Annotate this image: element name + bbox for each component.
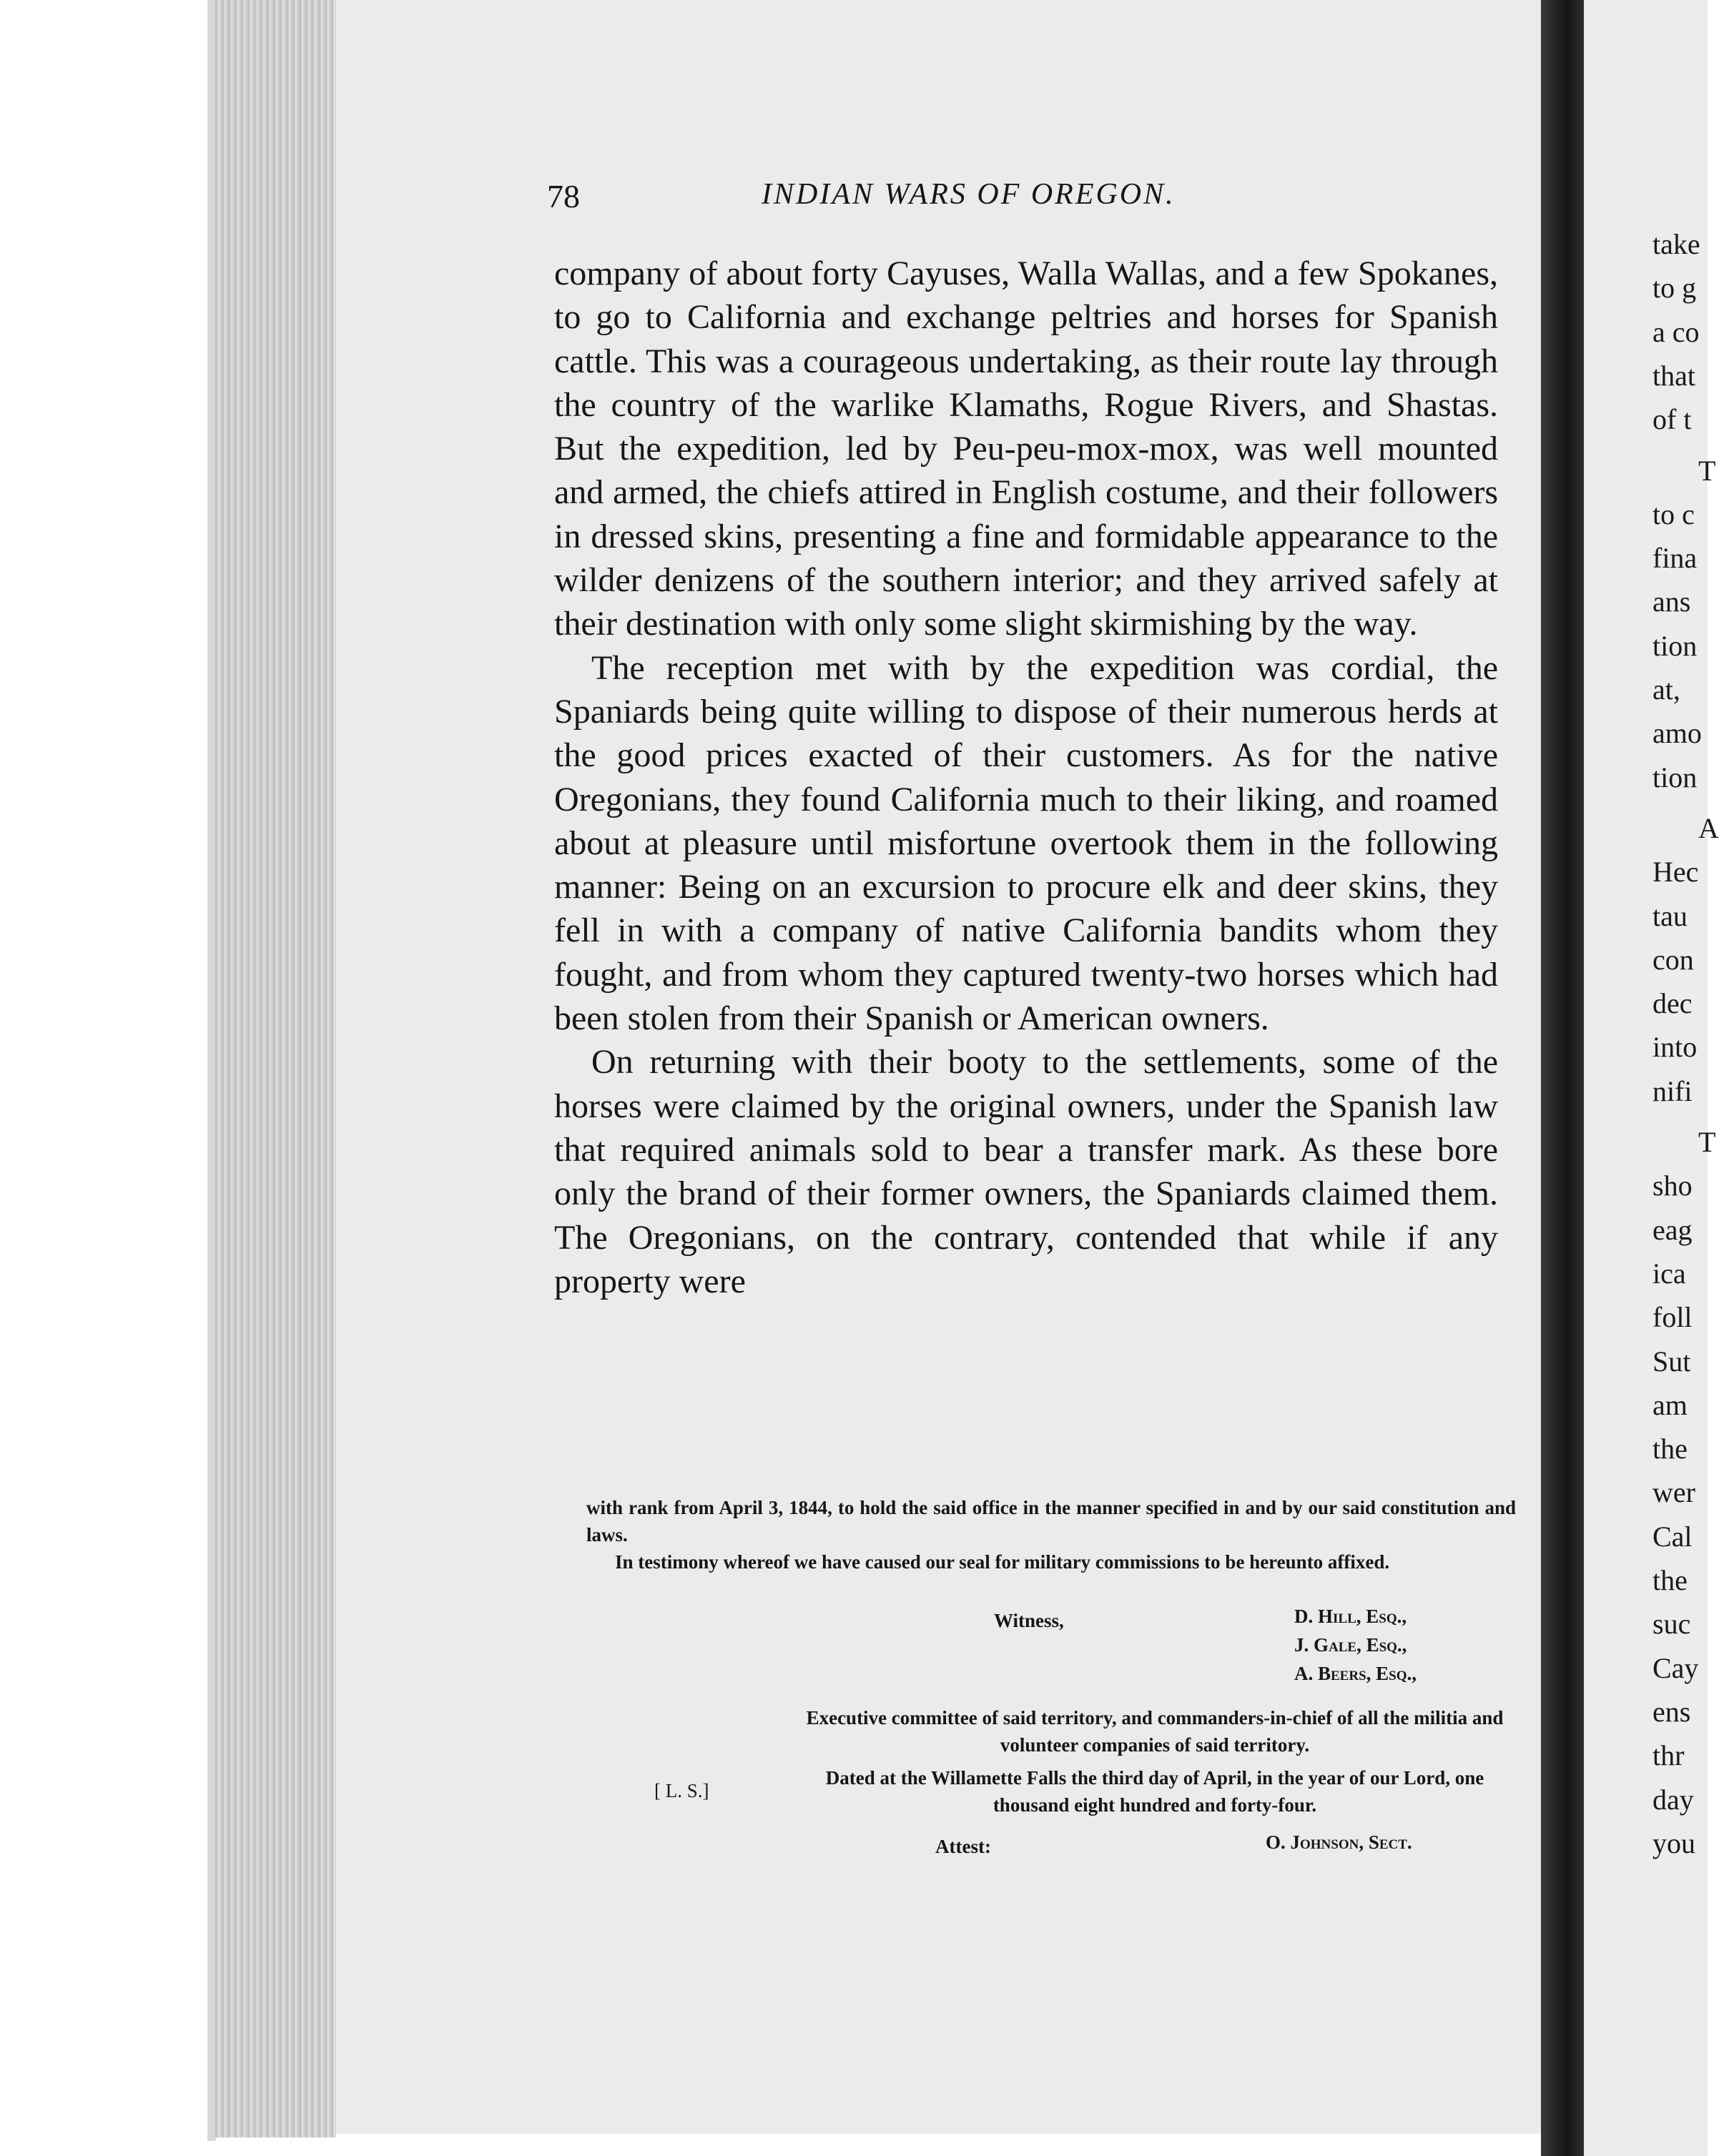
next-page-text-fragment: to c: [1652, 498, 1695, 530]
next-page-text-fragment: ica: [1652, 1257, 1686, 1290]
next-page-text-fragment: tion: [1652, 761, 1698, 793]
next-page-text-fragment: A: [1698, 812, 1719, 844]
next-page-text-fragment: the: [1652, 1433, 1688, 1465]
running-head: INDIAN WARS OF OREGON.: [762, 178, 1176, 211]
next-page-text-fragment: you: [1652, 1827, 1695, 1859]
next-page-text-fragment: T: [1698, 455, 1716, 487]
secretary-signature: O. Johnson, Sect.: [1266, 1831, 1412, 1853]
next-page-text-fragment: ans: [1652, 585, 1691, 618]
next-page-text-fragment: day: [1652, 1784, 1694, 1816]
committee-note: Executive committee of said territory, and commanders-in-chief of all the militia and volunteer companies of said territory.: [806, 1707, 1504, 1756]
paragraph: On returning with their booty to the settlements, some of the horses were claimed by the original owners, under the Spanish law that required animals sold to bear a transfer mark. As these bore only the brand of their former owners, the Spaniards claimed them. The Oregonians, on the contrary, contended that while if any property were: [554, 1043, 1498, 1300]
page-number: 78: [547, 178, 580, 214]
footnote-document: [586, 1494, 1516, 1576]
footnote-line: with rank from April 3, 1844, to hold the said office in the manner specified in and by our said constitution and laws.: [586, 1497, 1516, 1546]
seal-mark: [ L. S.]: [654, 1780, 709, 1801]
next-page-text-fragment: that: [1652, 360, 1695, 392]
signatory: D. Hill, Esq.,: [1294, 1606, 1407, 1627]
next-page-text-fragment: thr: [1652, 1739, 1685, 1771]
next-page-text-fragment: at,: [1652, 673, 1680, 706]
footnote-line: In testimony whereof we have caused our seal for military commissions to be hereunto affixed.: [615, 1551, 1390, 1573]
next-page-text-fragment: Cal: [1652, 1520, 1693, 1553]
next-page-text-fragment: Hec: [1652, 856, 1699, 888]
next-page-text-fragment: Sut: [1652, 1345, 1691, 1378]
signatory: A. Beers, Esq.,: [1294, 1663, 1417, 1684]
next-page-text-fragment: tion: [1652, 630, 1698, 662]
next-page-text-fragment: tau: [1652, 900, 1688, 932]
next-page-text-fragment: am: [1652, 1389, 1688, 1421]
next-page-text-fragment: ens: [1652, 1696, 1691, 1728]
next-page-text-fragment: foll: [1652, 1301, 1693, 1333]
next-page-text-fragment: a co: [1652, 316, 1700, 348]
next-page-text-fragment: dec: [1652, 987, 1693, 1019]
dated-note: Dated at the Willamette Falls the third day of April, in the year of our Lord, one thousand eight hundred and forty-four.: [825, 1767, 1484, 1816]
paragraph: company of about forty Cayuses, Walla Wallas, and a few Spokanes, to go to California and exchange peltries and horses for Spanish cattle. This was a courageous undertaking, as their route lay through the country of the warlike Klamaths, Rogue Rivers, and Shastas. But the expedition, led by Peu-peu-mox-mox, was well mounted and armed, the chiefs attired in English costume, and their followers in dressed skins, presenting a fine and formidable appearance to the wilder denizens of the southern interior; and they arrived safely at their destination with only some slight skirmishing by the way.: [554, 254, 1498, 643]
next-page-text-fragment: fina: [1652, 542, 1698, 574]
next-page-text-fragment: of t: [1652, 403, 1692, 435]
next-page-text-fragment: sho: [1652, 1170, 1693, 1202]
next-page-fragment: [1584, 0, 1719, 2156]
next-page-text-fragment: eag: [1652, 1214, 1693, 1246]
signatory: J. Gale, Esq.,: [1294, 1634, 1407, 1656]
body-text: [554, 252, 1498, 1303]
next-page-text-fragment: suc: [1652, 1608, 1691, 1640]
next-page-text-fragment: into: [1652, 1031, 1698, 1063]
book-spine-shadow: [1541, 0, 1584, 2156]
next-page-text-fragment: to g: [1652, 272, 1697, 304]
next-page-text-fragment: con: [1652, 944, 1694, 976]
page-header: [547, 177, 1505, 220]
attest-label: Attest:: [935, 1836, 991, 1857]
witness-label: Witness,: [994, 1610, 1064, 1631]
next-page-text-fragment: the: [1652, 1564, 1688, 1596]
next-page-text-fragment: wer: [1652, 1476, 1695, 1508]
book-page-edges: [215, 0, 336, 2137]
paragraph: The reception met with by the expedition was cordial, the Spaniards being quite willing to dispose of their numerous herds at the good prices exacted of their customers. As for the native Oregonians, they found California much to their liking, and roamed about at pleasure until misfortune overtook them in the following manner: Being on an excursion to procure elk and deer skins, they fell in with a company of native California bandits whom they fought, and from whom they captured twenty-two horses which had been stolen from their Spanish or American owners.: [554, 648, 1498, 1038]
next-page-text-fragment: T: [1698, 1126, 1716, 1158]
next-page-text-fragment: take: [1652, 228, 1700, 260]
next-page-text-fragment: amo: [1652, 717, 1702, 749]
next-page-text-fragment: Cay: [1652, 1652, 1699, 1684]
next-page-text-fragment: nifi: [1652, 1075, 1693, 1107]
